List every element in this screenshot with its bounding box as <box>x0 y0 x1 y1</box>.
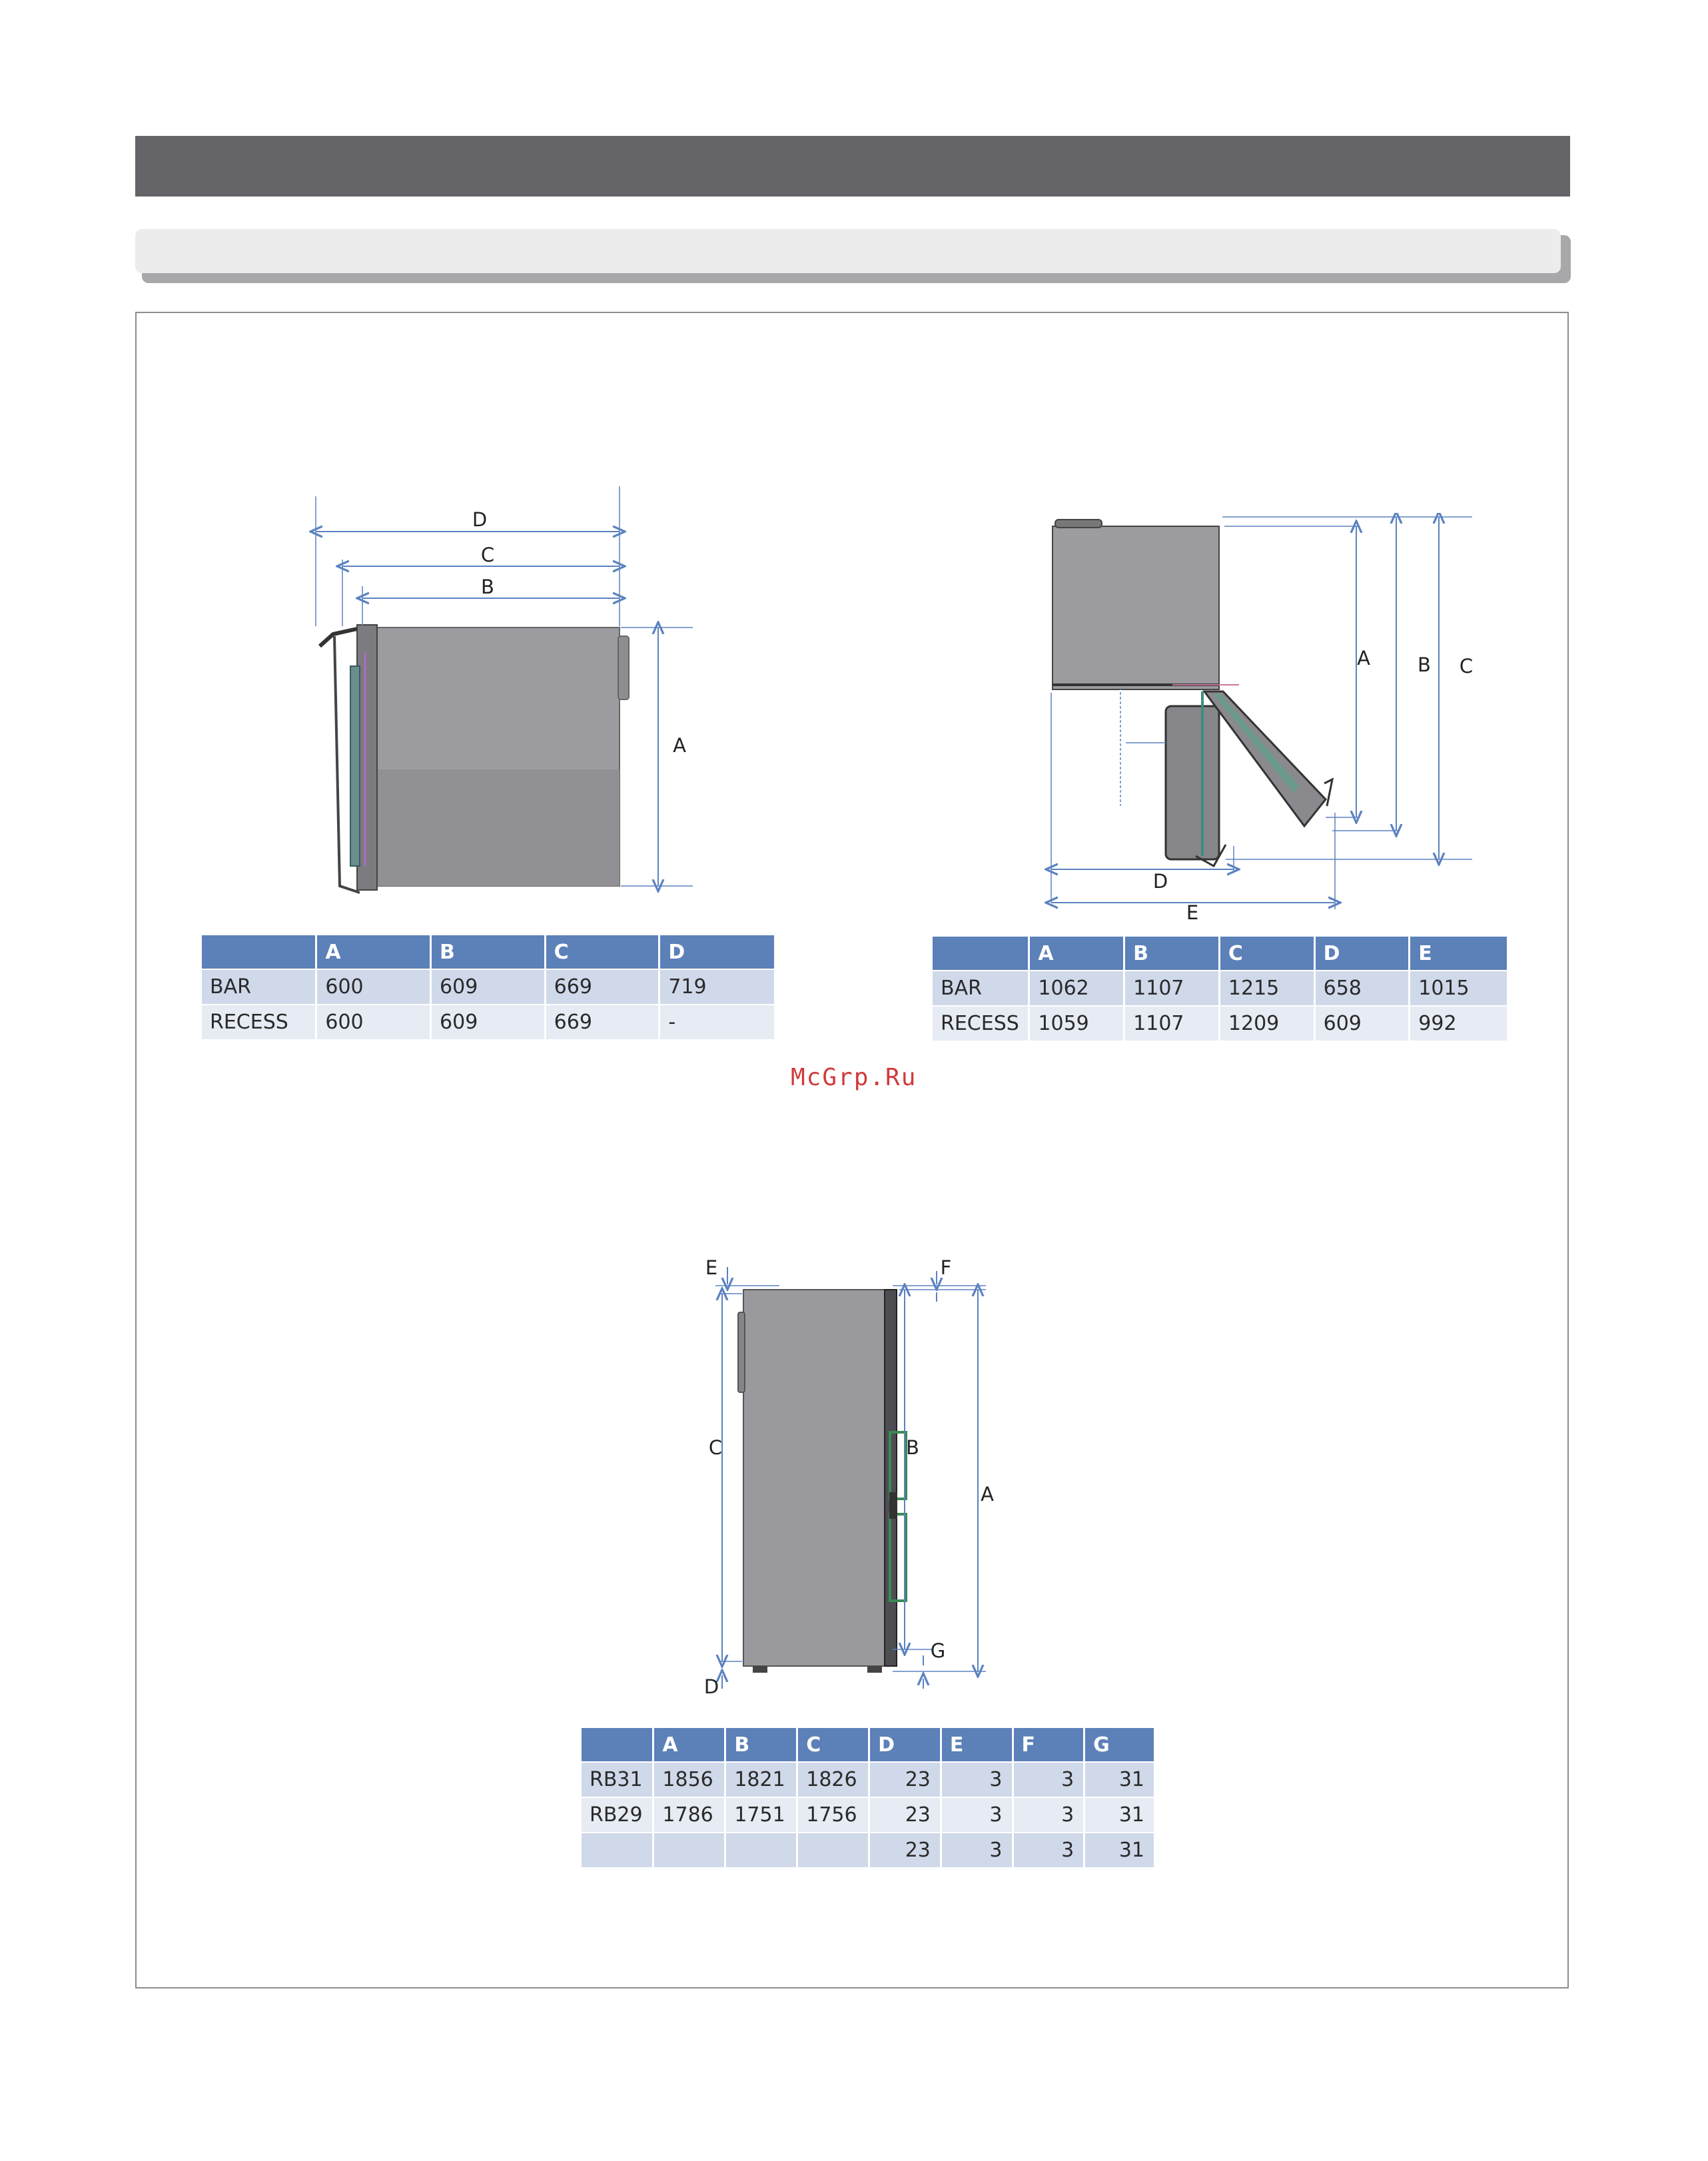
table-cell: 23 <box>869 1797 941 1833</box>
table-cell: 600 <box>316 1005 431 1039</box>
label-b: B <box>906 1436 919 1459</box>
table-cell: 992 <box>1410 1006 1508 1041</box>
label-g: G <box>930 1639 946 1662</box>
label-c: C <box>480 544 495 566</box>
table-cell: 1062 <box>1029 971 1124 1006</box>
table-cell: 31 <box>1084 1762 1155 1797</box>
table-cell: 669 <box>545 969 659 1005</box>
table-cell: 609 <box>431 969 546 1005</box>
col-header: E <box>941 1728 1013 1762</box>
col-header: E <box>1410 937 1508 971</box>
table-cell <box>582 1833 653 1867</box>
label-d: D <box>472 508 488 531</box>
table-top-view <box>933 937 1509 1041</box>
table-cell: 1751 <box>725 1797 797 1833</box>
col-header: A <box>1029 937 1124 971</box>
table-cell: 3 <box>941 1797 1013 1833</box>
col-header: A <box>653 1728 725 1762</box>
table-row <box>933 971 1508 1006</box>
table-cell: 23 <box>869 1833 941 1867</box>
table-cell: 600 <box>316 969 431 1005</box>
label-e: E <box>705 1256 718 1279</box>
table-cell: 1821 <box>725 1762 797 1797</box>
label-a: A <box>1357 647 1370 669</box>
table-cell: RB31 <box>582 1762 653 1797</box>
table-cell: 3 <box>1013 1833 1084 1867</box>
col-header: D <box>869 1728 941 1762</box>
section-bar <box>135 229 1561 273</box>
table-cell: 1107 <box>1124 971 1220 1006</box>
table-cell <box>725 1833 797 1867</box>
header-bar <box>135 136 1570 197</box>
table-cell: 3 <box>1013 1762 1084 1797</box>
table-cell: 3 <box>941 1762 1013 1797</box>
table-cell: 1856 <box>653 1762 725 1797</box>
watermark: McGrp.Ru <box>791 1064 917 1091</box>
figure-height-view <box>693 1252 1013 1705</box>
table-row <box>202 1005 775 1039</box>
table-row <box>582 1762 1155 1797</box>
table-side-view <box>202 935 776 1039</box>
table-row <box>582 1797 1155 1833</box>
col-header: C <box>1219 937 1314 971</box>
col-header: F <box>1013 1728 1084 1762</box>
table-cell: 23 <box>869 1762 941 1797</box>
table-cell: RECESS <box>202 1005 316 1039</box>
table-cell: 609 <box>431 1005 546 1039</box>
col-header: C <box>797 1728 869 1762</box>
table-row <box>582 1833 1155 1867</box>
table-row <box>933 1006 1508 1041</box>
figure-side-view <box>293 486 719 899</box>
col-header <box>933 937 1029 971</box>
col-header <box>202 935 316 969</box>
label-b: B <box>481 576 494 598</box>
col-header: B <box>1124 937 1220 971</box>
table-cell: 1015 <box>1410 971 1508 1006</box>
table-cell: BAR <box>202 969 316 1005</box>
table-cell: 1786 <box>653 1797 725 1833</box>
col-header: G <box>1084 1728 1155 1762</box>
table-cell: 658 <box>1314 971 1410 1006</box>
table-height-view <box>582 1728 1156 1867</box>
label-f: F <box>940 1256 952 1279</box>
col-header: A <box>316 935 431 969</box>
table-cell: 1215 <box>1219 971 1314 1006</box>
col-header <box>582 1728 653 1762</box>
table-cell: 1209 <box>1219 1006 1314 1041</box>
table-cell <box>653 1833 725 1867</box>
label-b: B <box>1418 653 1431 676</box>
label-a: A <box>673 734 686 757</box>
table-cell: 1826 <box>797 1762 869 1797</box>
table-cell: 609 <box>1314 1006 1410 1041</box>
col-header: D <box>1314 937 1410 971</box>
table-cell: 1059 <box>1029 1006 1124 1041</box>
table-cell: 669 <box>545 1005 659 1039</box>
label-c: C <box>708 1436 723 1459</box>
table-cell: 3 <box>1013 1797 1084 1833</box>
table-cell: 3 <box>941 1833 1013 1867</box>
table-cell: 1756 <box>797 1797 869 1833</box>
table-cell <box>797 1833 869 1867</box>
table-cell: RB29 <box>582 1797 653 1833</box>
table-cell: BAR <box>933 971 1029 1006</box>
col-header: C <box>545 935 659 969</box>
label-d: D <box>703 1675 719 1698</box>
table-cell: 1107 <box>1124 1006 1220 1041</box>
col-header: D <box>659 935 775 969</box>
table-cell: 31 <box>1084 1797 1155 1833</box>
col-header: B <box>431 935 546 969</box>
figure-top-view <box>1039 513 1492 926</box>
col-header: B <box>725 1728 797 1762</box>
label-c: C <box>1459 655 1474 677</box>
label-a: A <box>981 1483 994 1506</box>
table-cell: RECESS <box>933 1006 1029 1041</box>
table-cell: 719 <box>659 969 775 1005</box>
table-cell: 31 <box>1084 1833 1155 1867</box>
table-cell: - <box>659 1005 775 1039</box>
label-e: E <box>1186 901 1199 924</box>
table-row <box>202 969 775 1005</box>
label-d: D <box>1152 870 1168 893</box>
